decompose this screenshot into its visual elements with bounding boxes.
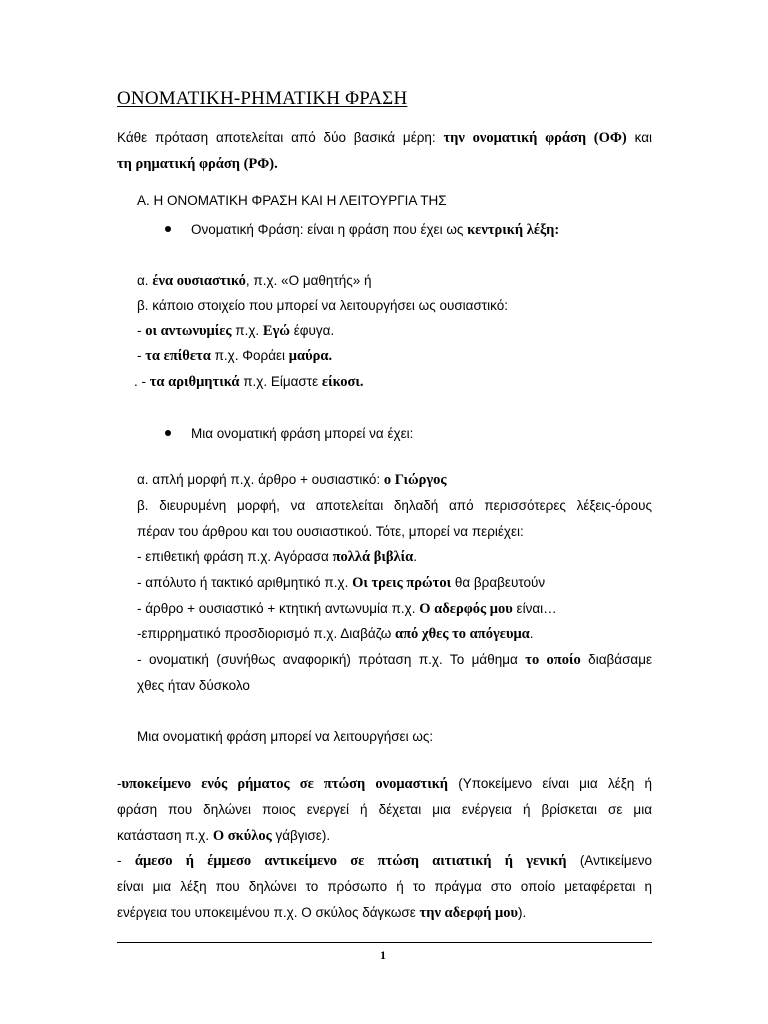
bullet-bold: κεντρική λέξη: [467,222,560,238]
list1-adjectives [137,347,332,365]
bold-text: Ο αδερφός μου [419,601,513,617]
list2-item-relative [137,651,652,669]
bold-text: την αδερφή μου [419,905,519,921]
text: π.χ. Είμαστε [239,374,322,389]
bold-text: μαύρα. [288,348,333,364]
bold-text: ένα ουσιαστικό [152,273,246,289]
bold-text: το οποίο [525,652,581,668]
page-number: 1 [380,948,386,962]
list2-item-numeral [137,574,545,592]
function-object-line-2: είναι μια λέξη που δηλώνει το πρόσωπο ή το πράγμα στο οποίο μεταφέρεται η [117,879,652,894]
bullet-item-2 [165,425,413,443]
text: . - [134,374,150,389]
text: γάβγισε). [271,828,331,843]
text: είναι… [512,601,557,616]
list2-alpha [137,471,447,489]
text: έφυγα. [289,323,335,338]
bold-text: πολλά βιβλία [332,549,414,565]
text: , π.χ. «Ο μαθητής» ή [245,273,372,288]
list1-beta: β. κάποιο στοιχείο που μπορεί να λειτουργήσει ως ουσιαστικό: [137,298,508,313]
bold-text: Ο σκύλος [212,828,272,844]
intro-text: και [626,130,652,145]
list2-beta-line-1: β. διευρυμένη μορφή, να αποτελείται δηλαδή από περισσότερες λέξεις-όρους [137,498,652,513]
text: -επιρρηματικό προσδιορισμό π.χ. Διαβάζω [137,626,395,641]
text: (Υποκείμενο είναι μια λέξη ή [448,776,652,791]
function-object-line-1 [117,852,652,870]
bold-text: από χθες το απόγευμα [395,626,530,642]
bullet-item-1 [165,221,559,239]
text: π.χ. Φοράει [210,348,289,363]
list2-item-possessive [137,600,557,618]
bold-text: τα επίθετα [145,348,211,364]
text: - απόλυτο ή τακτικό αριθμητικό π.χ. [137,575,353,590]
bold-text: Οι τρεις πρώτοι [352,575,452,591]
list2-beta-line-2: πέραν του άρθρου και του ουσιαστικού. Τότε, μπορεί να περιέχει: [137,524,524,539]
text: - [137,323,146,338]
intro-line-2 [117,155,278,173]
bold-text: οι αντωνυμίες [145,323,232,339]
text: - [117,853,135,868]
text: . [529,626,534,641]
text: . [413,549,417,564]
text: α. απλή μορφή π.χ. άρθρο + ουσιαστικό: [137,472,384,487]
list1-alpha [137,272,372,290]
bullet-text: Ονοματική Φράση: είναι η φράση που έχει ως [191,222,468,237]
text: α. [137,273,153,288]
text: διαβάσαμε [580,652,653,667]
text: - ονοματική (συνήθως αναφορική) πρόταση π.χ. Το μάθημα [137,652,526,667]
text: ενέργεια του υποκειμένου π.χ. Ο σκύλος δάγκωσε [117,905,420,920]
text: - επιθετική φράση π.χ. Αγόρασα [137,549,333,564]
list2-item-adverbial [137,625,534,643]
intro-bold-vp: τη ρηματική φράση (ΡΦ). [117,156,278,172]
function-subject-line-3 [117,827,330,845]
bullet-text: Μια ονοματική φράση μπορεί να έχει: [191,426,414,441]
list2-item-adjectival [137,548,417,566]
bold-text: είκοσι. [321,374,364,390]
function-intro: Μια ονοματική φράση μπορεί να λειτουργήσει ως: [137,729,434,744]
text: - άρθρο + ουσιαστικό + κτητική αντωνυμία π.χ. [137,601,420,616]
intro-text: Κάθε πρόταση αποτελείται από δύο βασικά μέρη: [117,130,444,145]
bold-text: υποκείμενο ενός ρήματος σε πτώση ονομαστική [121,776,448,792]
function-subject-line-2: φράση που δηλώνει ποιος ενεργεί ή δέχεται μια ενέργεια ή βρίσκεται σε μια [117,802,652,817]
bold-text: τα αριθμητικά [149,374,240,390]
bold-text: ο Γιώργος [383,472,447,488]
intro-line-1 [117,129,652,147]
list2-item-relative-cont: χθες ήταν δύσκολο [137,678,250,693]
section-heading-a: Α. Η ΟΝΟΜΑΤΙΚΗ ΦΡΑΣΗ ΚΑΙ Η ΛΕΙΤΟΥΡΓΙΑ ΤΗΣ [137,193,447,208]
list1-pronouns [137,322,334,340]
list1-numerals [134,373,363,391]
text: θα βραβευτούν [451,575,546,590]
page-title: ΟΝΟΜΑΤΙΚΗ-ΡΗΜΑΤΙΚΗ ΦΡΑΣΗ [117,88,408,109]
function-object-line-3 [117,904,526,922]
text: - [137,348,146,363]
text: - [117,776,122,791]
bold-text: άμεσο ή έμμεσο αντικείμενο σε πτώση αιτιατική ή γενική [134,853,567,869]
text: π.χ. [231,323,263,338]
intro-bold-np: την ονοματική φράση (ΟΦ) [443,130,627,146]
bold-text: Εγώ [262,323,290,339]
bullet-icon [165,226,171,232]
text: (Αντικείμενο [566,853,652,868]
text: ). [518,905,527,920]
text: κατάσταση π.χ. [117,828,213,843]
function-subject-line-1 [117,775,652,793]
bullet-icon [165,430,171,436]
footer-divider [117,942,652,943]
